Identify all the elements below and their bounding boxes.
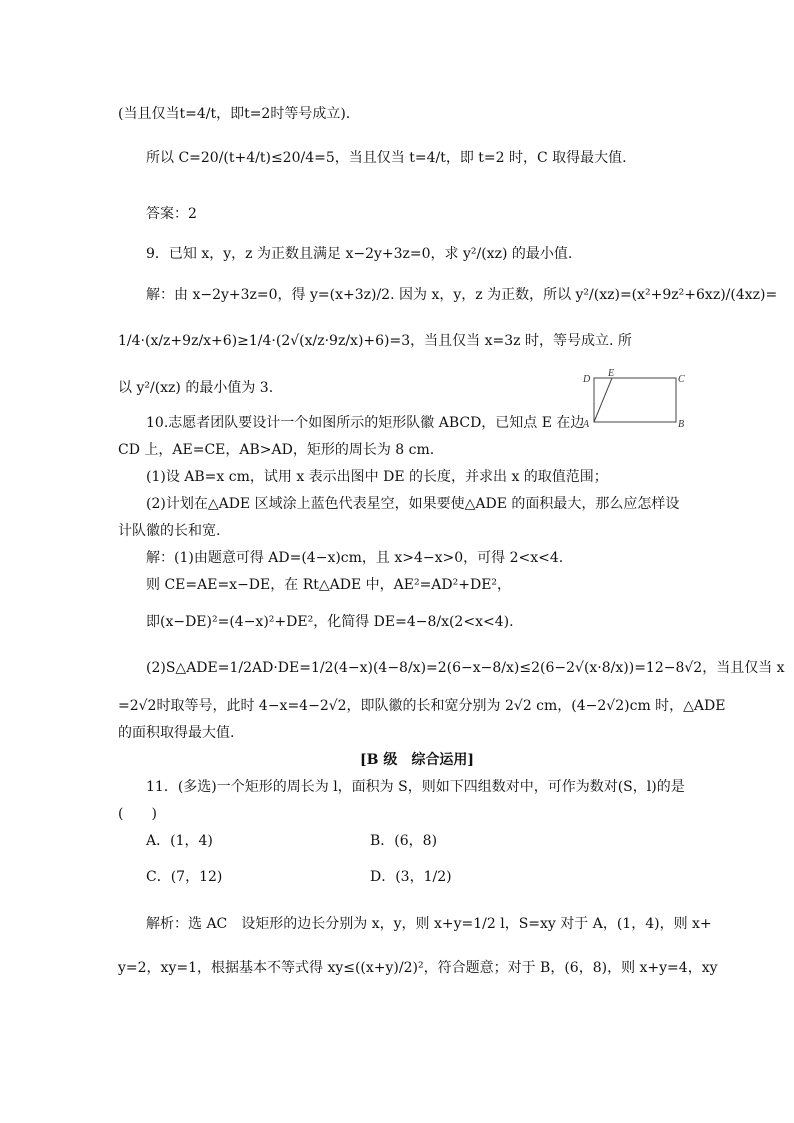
answer-line: 答案：2 <box>146 206 197 222</box>
question-10-part-1: (1)设 AB=x cm，试用 x 表示出图中 DE 的长度，并求出 x 的取值范围； <box>146 469 608 485</box>
analysis-line-1: 解析：选 AC 设矩形的边长分别为 x，y，则 x+y=1/2 l，S=xy 对于 A，(1，4)，则 x+ <box>146 916 712 932</box>
solution-10-line-1: 解：(1)由题意可得 AD=(4−x)cm，且 x>4−x>0，可得 2<x<4. <box>146 550 564 566</box>
solution-10-line-2: 则 CE=AE=x−DE，在 Rt△ADE 中，AE²=AD²+DE²， <box>146 577 512 593</box>
question-10-part-2-cont: 计队徽的长和宽. <box>118 523 221 539</box>
solution-10-line-5: =2√2时取等号，此时 4−x=4−2√2，即队徽的长和宽分别为 2√2 cm，(4−2√2)cm 时，△ADE <box>118 698 726 714</box>
solution-9-line-1: 解：由 x−2y+3z=0，得 y=(x+3z)/2. 因为 x，y，z 为正数，所以 y²/(xz)=(x²+9z²+6xz)/(4xz)= <box>146 287 778 303</box>
question-10-part-2: (2)计划在△ADE 区域涂上蓝色代表星空，如果要使△ADE 的面积最大，那么应怎样设 <box>146 496 680 512</box>
question-9: 9．已知 x，y，z 为正数且满足 x−2y+3z=0，求 y²/(xz) 的最小值. <box>146 246 573 262</box>
label-e: E <box>608 368 615 379</box>
section-heading: [B 级 综合运用] <box>360 752 474 768</box>
rectangle-figure <box>580 370 684 430</box>
question-10-line-2: CD 上，AE=CE，AB>AD，矩形的周长为 8 cm. <box>118 442 435 458</box>
solution-9-line-2: 1/4·(x/z+9z/x+6)≥1/4·(2√(x/z·9z/x)+6)=3，当且仅当 x=3z 时，等号成立. 所 <box>118 333 632 349</box>
question-11: 11．(多选)一个矩形的周长为 l，面积为 S，则如下四组数对中，可作为数对(S，l)的是 <box>146 779 685 795</box>
label-a: A <box>583 419 590 430</box>
answer-blank: ( ) <box>118 806 157 822</box>
solution-10-line-4: (2)S△ADE=1/2AD·DE=1/2(4−x)(4−8/x)=2(6−x−8/x)≤2(6−2√(x·8/x))=12−8√2，当且仅当 x <box>146 660 785 676</box>
text-line-1: (当且仅当t=4/t，即t=2时等号成立). <box>118 106 351 122</box>
solution-9-line-3: 以 y²/(xz) 的最小值为 3. <box>118 380 274 396</box>
question-10-line-1: 10.志愿者团队要设计一个如图所示的矩形队徽 ABCD，已知点 E 在边 <box>146 415 585 431</box>
label-b: B <box>678 419 685 430</box>
option-d: D．(3，1/2) <box>370 869 452 885</box>
solution-10-line-3: 即(x−DE)²=(4−x)²+DE²，化简得 DE=4−8/x(2<x<4). <box>146 614 514 630</box>
analysis-line-2: y=2，xy=1，根据基本不等式得 xy≤((x+y)/2)²，符合题意；对于 B，(6，8)，则 x+y=4，xy <box>118 960 718 976</box>
option-a: A．(1，4) <box>146 833 213 849</box>
solution-10-line-6: 的面积取得最大值. <box>118 725 235 741</box>
option-c: C．(7，12) <box>146 869 223 885</box>
text-line-2: 所以 C=20/(t+4/t)≤20/4=5，当且仅当 t=4/t，即 t=2 时，C 取得最大值. <box>146 150 627 166</box>
option-b: B．(6，8) <box>370 833 438 849</box>
label-c: C <box>678 374 685 385</box>
label-d: D <box>583 374 591 385</box>
